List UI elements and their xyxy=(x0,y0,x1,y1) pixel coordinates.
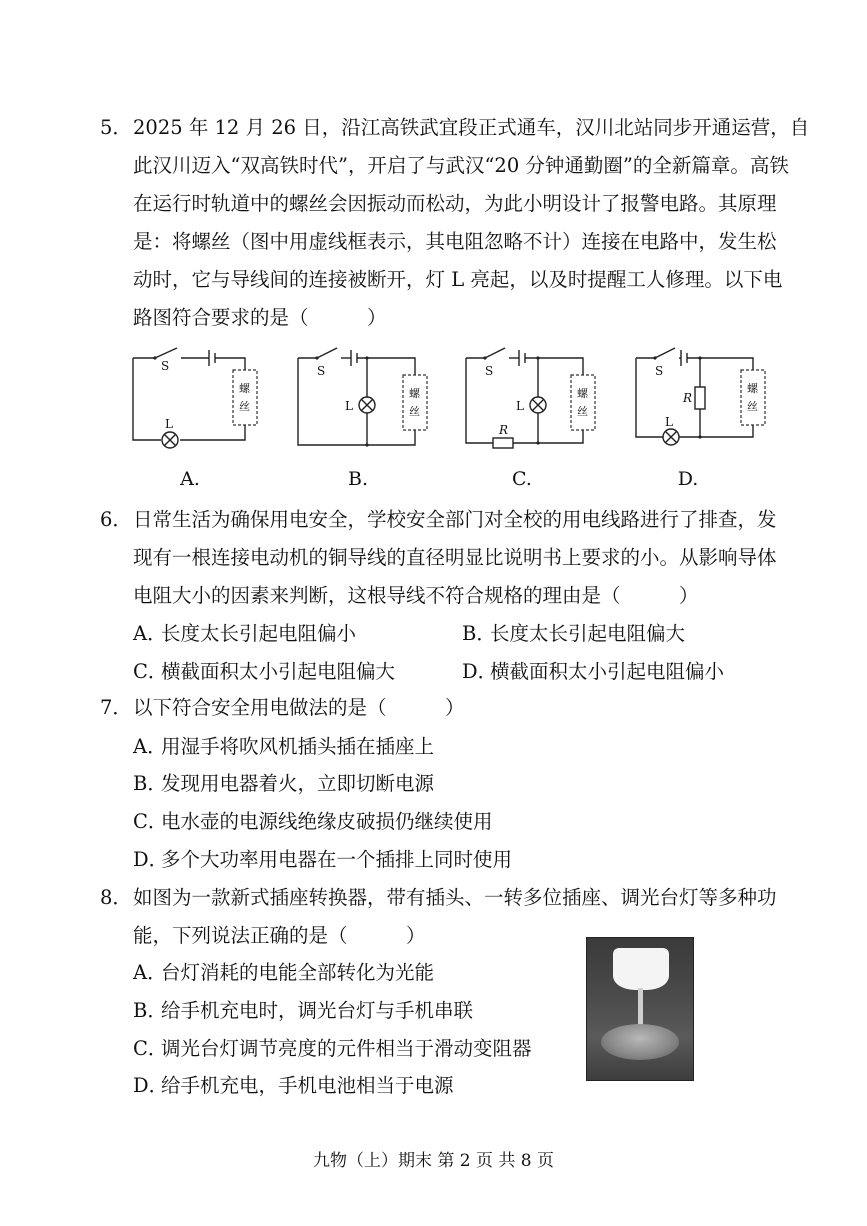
question-text-line: 现有一根连接电动机的铜导线的直径明显比说明书上要求的小。从影响导体 xyxy=(133,546,777,569)
option-caption: D. xyxy=(677,468,699,490)
answer-option-c[interactable]: C．电水壶的电源线绝缘皮破损仍继续使用 xyxy=(133,810,493,833)
svg-text:L: L xyxy=(665,415,673,429)
question-text-line: 是：将螺丝（图中用虚线框表示，其电阻忽略不计）连接在电路中，发生松 xyxy=(133,230,777,253)
answer-option-a[interactable]: A．台灯消耗的电能全部转化为光能 xyxy=(133,961,435,984)
question-number: 8． xyxy=(100,886,132,909)
question-number: 5． xyxy=(100,116,132,139)
resistor-label: R xyxy=(499,423,509,437)
circuit-diagram-b xyxy=(295,340,445,455)
switch-label: S xyxy=(161,359,170,373)
svg-text:丝: 丝 xyxy=(577,405,588,418)
answer-option-b[interactable]: B．给手机充电时，调光台灯与手机串联 xyxy=(133,999,474,1022)
question-number: 6． xyxy=(100,508,132,531)
question-text-line: 电阻大小的因素来判断，这根导线不符合规格的理由是（ ） xyxy=(133,584,699,607)
lamp-shade xyxy=(613,948,669,990)
svg-text:L: L xyxy=(345,399,353,413)
answer-option-d[interactable]: D．横截面积太小引起电阻偏小 xyxy=(462,660,725,683)
svg-text:S: S xyxy=(485,364,494,378)
svg-text:螺: 螺 xyxy=(747,382,758,395)
question-text-line: 在运行时轨道中的螺丝会因振动而松动，为此小明设计了报警电路。其原理 xyxy=(133,192,777,215)
answer-option-a[interactable]: A．用湿手将吹风机插头插在插座上 xyxy=(133,735,435,758)
answer-option-d[interactable]: D．多个大功率用电器在一个插排上同时使用 xyxy=(133,848,513,871)
question-text-line: 2025 年 12 月 26 日，沿江高铁武宜段正式通车，汉川北站同步开通运营，自 xyxy=(133,116,810,139)
answer-option-b[interactable]: B．发现用电器着火，立即切断电源 xyxy=(133,772,435,795)
svg-text:R: R xyxy=(683,391,693,405)
circuit-diagram-c xyxy=(463,340,613,455)
svg-text:螺: 螺 xyxy=(577,387,588,400)
svg-text:L: L xyxy=(516,399,524,413)
option-caption: A. xyxy=(180,468,200,490)
svg-text:丝: 丝 xyxy=(239,400,250,413)
question-text-line: 路图符合要求的是（ ） xyxy=(133,306,387,329)
answer-option-a[interactable]: A．长度太长引起电阻偏小 xyxy=(133,622,357,645)
question-text-line: 能，下列说法正确的是（ ） xyxy=(133,924,426,947)
question-number: 7． xyxy=(100,696,132,719)
svg-text:丝: 丝 xyxy=(747,400,758,413)
svg-text:S: S xyxy=(317,364,326,378)
socket-converter-lamp-photo xyxy=(586,937,694,1081)
question-text-line: 如图为一款新式插座转换器，带有插头、一转多位插座、调光台灯等多种功 xyxy=(133,886,777,909)
screw-label: 螺 xyxy=(239,382,250,395)
svg-text:S: S xyxy=(655,364,664,378)
answer-option-c[interactable]: C．横截面积太小引起电阻偏大 xyxy=(133,660,396,683)
question-text-line: 动时，它与导线间的连接被断开，灯 L 亮起，以及时提醒工人修理。以下电 xyxy=(133,268,783,291)
svg-text:丝: 丝 xyxy=(409,405,420,418)
option-caption: C. xyxy=(512,468,532,490)
lamp-stem xyxy=(638,988,643,1028)
answer-option-d[interactable]: D．给手机充电，手机电池相当于电源 xyxy=(133,1074,454,1097)
circuit-diagram-a xyxy=(125,340,275,455)
answer-option-c[interactable]: C．调光台灯调节亮度的元件相当于滑动变阻器 xyxy=(133,1037,532,1060)
socket-base xyxy=(601,1024,679,1060)
answer-option-b[interactable]: B．长度太长引起电阻偏大 xyxy=(462,622,686,645)
question-text-line: 日常生活为确保用电安全，学校安全部门对全校的用电线路进行了排查，发 xyxy=(133,508,777,531)
page-footer: 九物（上）期末 第 2 页 共 8 页 xyxy=(312,1151,555,1171)
question-text-line: 以下符合安全用电做法的是（ ） xyxy=(133,696,465,719)
option-caption: B. xyxy=(347,468,368,490)
question-text-line: 此汉川迈入“双高铁时代”，开启了与武汉“20 分钟通勤圈”的全新篇章。高铁 xyxy=(133,154,789,177)
circuit-diagram-d xyxy=(633,340,783,455)
lamp-label: L xyxy=(165,417,173,431)
svg-text:螺: 螺 xyxy=(409,387,420,400)
